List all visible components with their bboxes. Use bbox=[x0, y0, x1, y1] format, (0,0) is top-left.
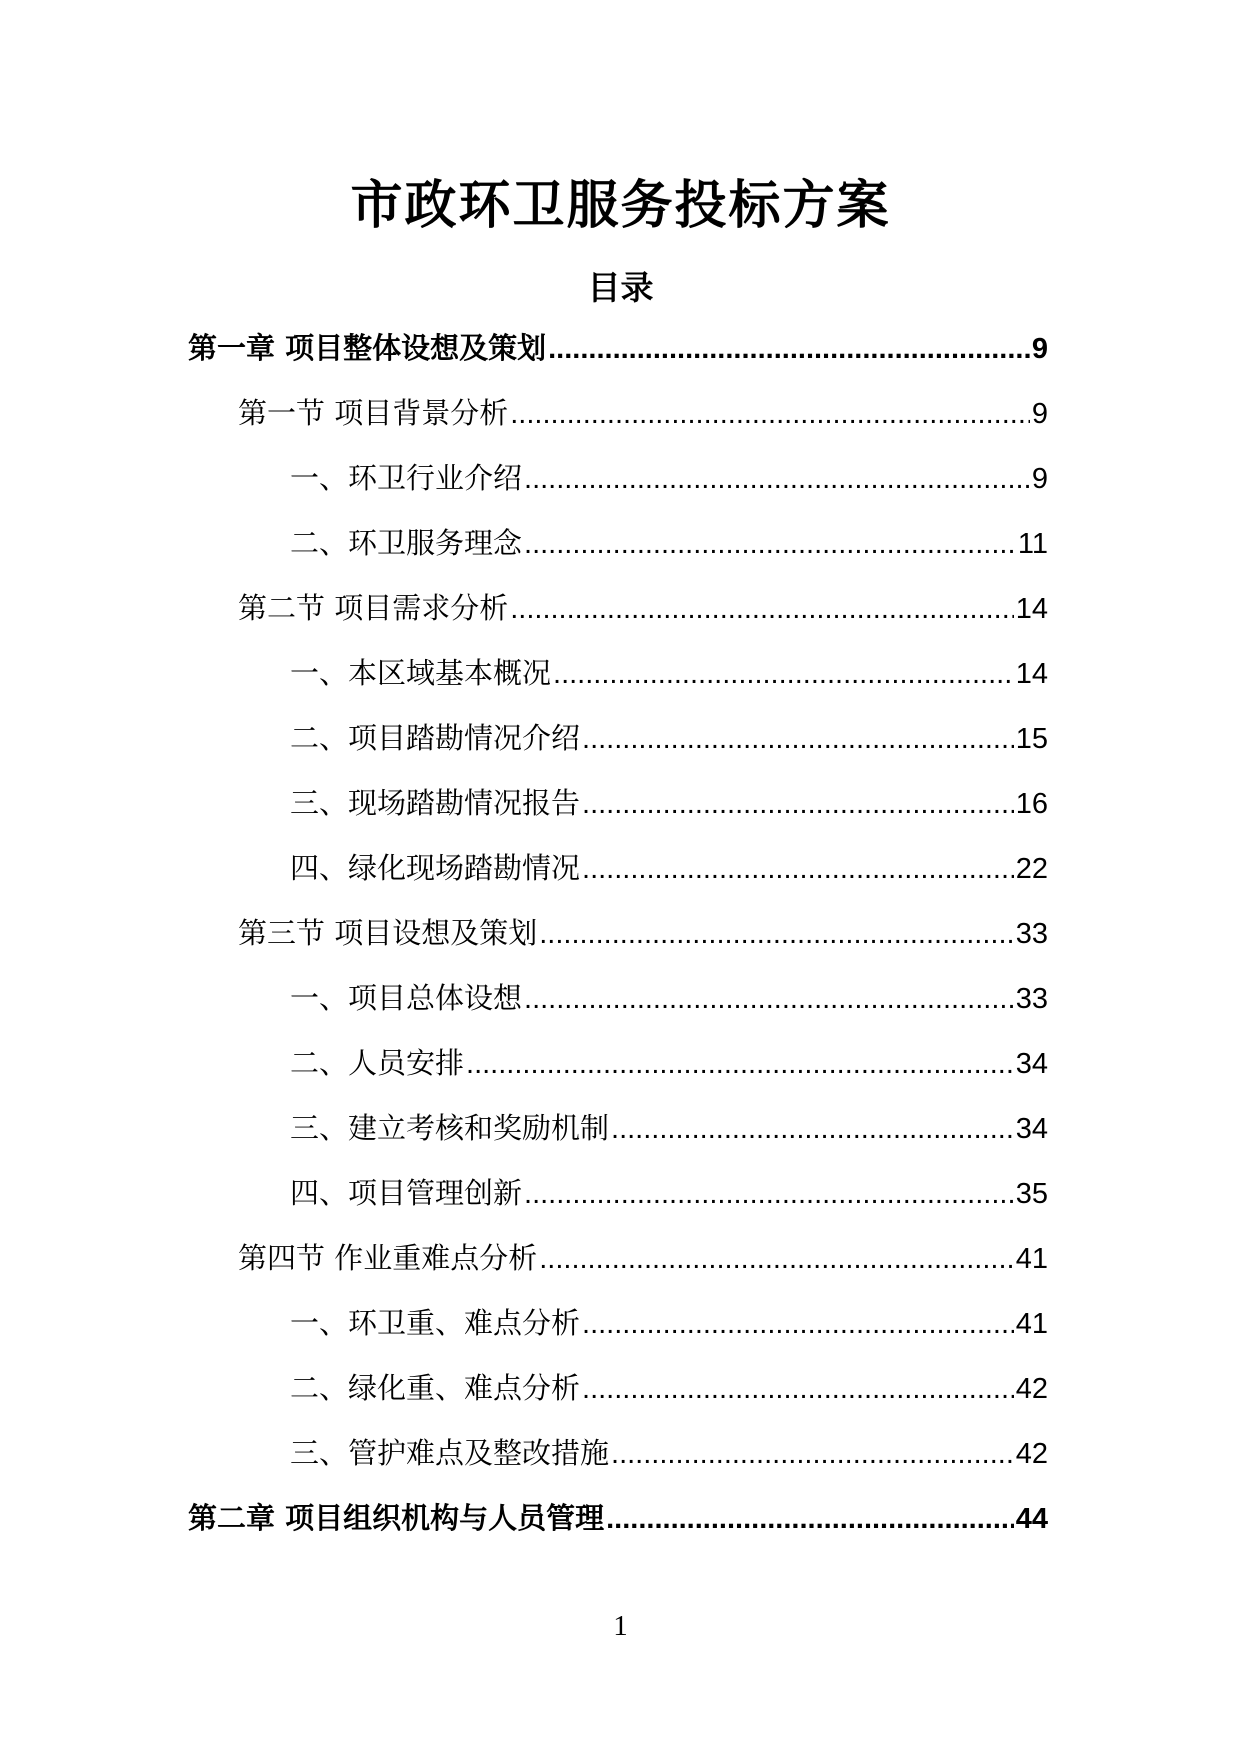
toc-entry-subsection[interactable] bbox=[188, 783, 1048, 848]
toc-entry-page: 42 bbox=[1015, 1373, 1048, 1405]
toc-entry-label: 一、项目总体设想 bbox=[290, 981, 523, 1015]
toc-entry-page: 33 bbox=[1015, 918, 1048, 950]
toc-entry-page: 11 bbox=[1017, 528, 1048, 560]
toc-dot-leader bbox=[582, 1304, 1014, 1344]
toc-entry-page: 41 bbox=[1015, 1243, 1048, 1275]
toc-entry-page: 44 bbox=[1015, 1503, 1048, 1535]
page-number: 1 bbox=[613, 1610, 628, 1642]
toc-entry-label: 三、管护难点及整改措施 bbox=[290, 1436, 610, 1470]
toc-entry-label: 二、环卫服务理念 bbox=[290, 526, 523, 560]
table-of-contents bbox=[188, 328, 1048, 1563]
toc-entry-subsection[interactable] bbox=[188, 1433, 1048, 1498]
toc-entry-page: 42 bbox=[1015, 1438, 1048, 1470]
toc-entry-label: 四、绿化现场踏勘情况 bbox=[290, 851, 581, 885]
toc-dot-leader bbox=[524, 1174, 1014, 1214]
toc-dot-leader bbox=[510, 589, 1014, 629]
toc-dot-leader bbox=[548, 329, 1030, 369]
toc-dot-leader bbox=[582, 849, 1014, 889]
toc-entry-page: 34 bbox=[1015, 1048, 1048, 1080]
toc-entry-page: 41 bbox=[1015, 1308, 1048, 1340]
toc-entry-section-2[interactable] bbox=[188, 588, 1048, 653]
toc-entry-page: 9 bbox=[1031, 398, 1048, 430]
toc-entry-page: 9 bbox=[1031, 463, 1048, 495]
toc-entry-label: 三、现场踏勘情况报告 bbox=[290, 786, 581, 820]
toc-dot-leader bbox=[611, 1109, 1014, 1149]
toc-entry-label: 第一节 项目背景分析 bbox=[238, 396, 509, 430]
toc-entry-subsection[interactable] bbox=[188, 458, 1048, 523]
toc-entry-section-4[interactable] bbox=[188, 1238, 1048, 1303]
toc-entry-subsection[interactable] bbox=[188, 653, 1048, 718]
toc-dot-leader bbox=[582, 1369, 1014, 1409]
toc-entry-page: 22 bbox=[1015, 853, 1048, 885]
toc-entry-subsection[interactable] bbox=[188, 978, 1048, 1043]
toc-entry-label: 二、项目踏勘情况介绍 bbox=[290, 721, 581, 755]
toc-dot-leader bbox=[582, 784, 1014, 824]
toc-entry-page: 9 bbox=[1031, 333, 1048, 365]
toc-entry-page: 16 bbox=[1015, 788, 1048, 820]
toc-dot-leader bbox=[510, 394, 1030, 434]
toc-entry-section-1[interactable] bbox=[188, 393, 1048, 458]
toc-entry-label: 第二章 项目组织机构与人员管理 bbox=[188, 1501, 605, 1535]
toc-dot-leader bbox=[466, 1044, 1014, 1084]
toc-entry-label: 一、本区域基本概况 bbox=[290, 656, 552, 690]
toc-dot-leader bbox=[524, 524, 1016, 564]
toc-entry-label: 第四节 作业重难点分析 bbox=[238, 1241, 538, 1275]
toc-dot-leader bbox=[539, 1239, 1014, 1279]
toc-entry-label: 一、环卫重、难点分析 bbox=[290, 1306, 581, 1340]
toc-dot-leader bbox=[524, 459, 1030, 499]
toc-entry-page: 15 bbox=[1015, 723, 1048, 755]
toc-entry-subsection[interactable] bbox=[188, 718, 1048, 783]
toc-entry-subsection[interactable] bbox=[188, 523, 1048, 588]
toc-entry-page: 14 bbox=[1015, 658, 1048, 690]
toc-entry-chapter-1[interactable] bbox=[188, 328, 1048, 393]
toc-dot-leader bbox=[582, 719, 1014, 759]
toc-entry-label: 第三节 项目设想及策划 bbox=[238, 916, 538, 950]
toc-entry-subsection[interactable] bbox=[188, 848, 1048, 913]
toc-dot-leader bbox=[606, 1499, 1014, 1539]
toc-entry-page: 34 bbox=[1015, 1113, 1048, 1145]
toc-dot-leader bbox=[553, 654, 1014, 694]
toc-entry-subsection[interactable] bbox=[188, 1368, 1048, 1433]
toc-entry-label: 三、建立考核和奖励机制 bbox=[290, 1111, 610, 1145]
toc-entry-label: 二、绿化重、难点分析 bbox=[290, 1371, 581, 1405]
toc-dot-leader bbox=[539, 914, 1014, 954]
toc-entry-page: 33 bbox=[1015, 983, 1048, 1015]
toc-entry-label: 第一章 项目整体设想及策划 bbox=[188, 331, 547, 365]
toc-entry-subsection[interactable] bbox=[188, 1108, 1048, 1173]
document-title: 市政环卫服务投标方案 bbox=[350, 176, 891, 236]
toc-entry-label: 二、人员安排 bbox=[290, 1046, 465, 1080]
toc-heading: 目录 bbox=[587, 268, 654, 307]
toc-entry-subsection[interactable] bbox=[188, 1173, 1048, 1238]
toc-entry-chapter-2[interactable] bbox=[188, 1498, 1048, 1563]
toc-entry-page: 35 bbox=[1015, 1178, 1048, 1210]
toc-dot-leader bbox=[524, 979, 1014, 1019]
toc-dot-leader bbox=[611, 1434, 1014, 1474]
toc-entry-label: 第二节 项目需求分析 bbox=[238, 591, 509, 625]
toc-entry-subsection[interactable] bbox=[188, 1303, 1048, 1368]
toc-entry-label: 四、项目管理创新 bbox=[290, 1176, 523, 1210]
toc-entry-label: 一、环卫行业介绍 bbox=[290, 461, 523, 495]
toc-entry-subsection[interactable] bbox=[188, 1043, 1048, 1108]
toc-entry-section-3[interactable] bbox=[188, 913, 1048, 978]
toc-entry-page: 14 bbox=[1015, 593, 1048, 625]
